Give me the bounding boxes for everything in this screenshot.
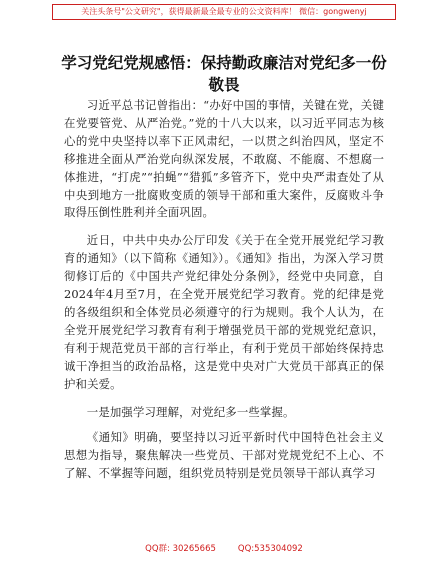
paragraph-4: 《通知》明确，要坚持以习近平新时代中国特色社会主义思想为指导，聚焦解决一些党员、干部对党规党纪不上心、不了解、不掌握等问题，组织党员特别是党员领导干部认真学习 <box>64 430 384 481</box>
document-body <box>64 97 384 493</box>
footer-qq: QQ:535304092 <box>237 544 303 554</box>
paragraph-3: 一是加强学习理解，对党纪多一些掌握。 <box>86 404 295 419</box>
footer-contact <box>0 543 448 555</box>
promo-banner: 关注头条号"公文研究"，获得最新最全最专业的公文资料库！ 微信：gongwenyj <box>52 4 396 20</box>
document-title: 学习党纪党规感悟：保持勤政廉洁对党纪多一份敬畏 <box>61 54 387 94</box>
footer-qq-group: QQ群: 30265665 <box>145 544 216 554</box>
paragraph-1: 习近平总书记曾指出：“办好中国的事情，关键在党，关键在党要管党、从严治党。”党的十八大以来，以习近平同志为核心的党中央坚持以率下正风肃纪，一以贯之纠治四风，坚定不移推进全面从严治党向纵深发展，不敢腐、不能腐、不想腐一体推进，“打虎”“拍蝇”“猎狐”多管齐下，党中央严肃查处了从中央到地方一批腐败变质的领导干部和重大案件，反腐败斗争取得压倒性胜利并全面巩固。 <box>64 98 384 220</box>
paragraph-2: 近日，中共中央办公厅印发《关于在全党开展党纪学习教育的通知》（以下简称《通知》）。《通知》指出，为深入学习贯彻修订后的《中国共产党纪律处分条例》，经党中央同意，自2024年4月至7月，在全党开展党纪学习教育。党的纪律是党的各级组织和全体党员必须遵守的行为规则。我个人认为，在全党开展党纪学习教育有利于增强党员干部的党规党纪意识，有利于规范党员干部的言行举止，有利于党员干部始终保持忠诚干净担当的政治品格，这是党中央对广大党员干部真正的保护和关爱。 <box>64 233 384 391</box>
